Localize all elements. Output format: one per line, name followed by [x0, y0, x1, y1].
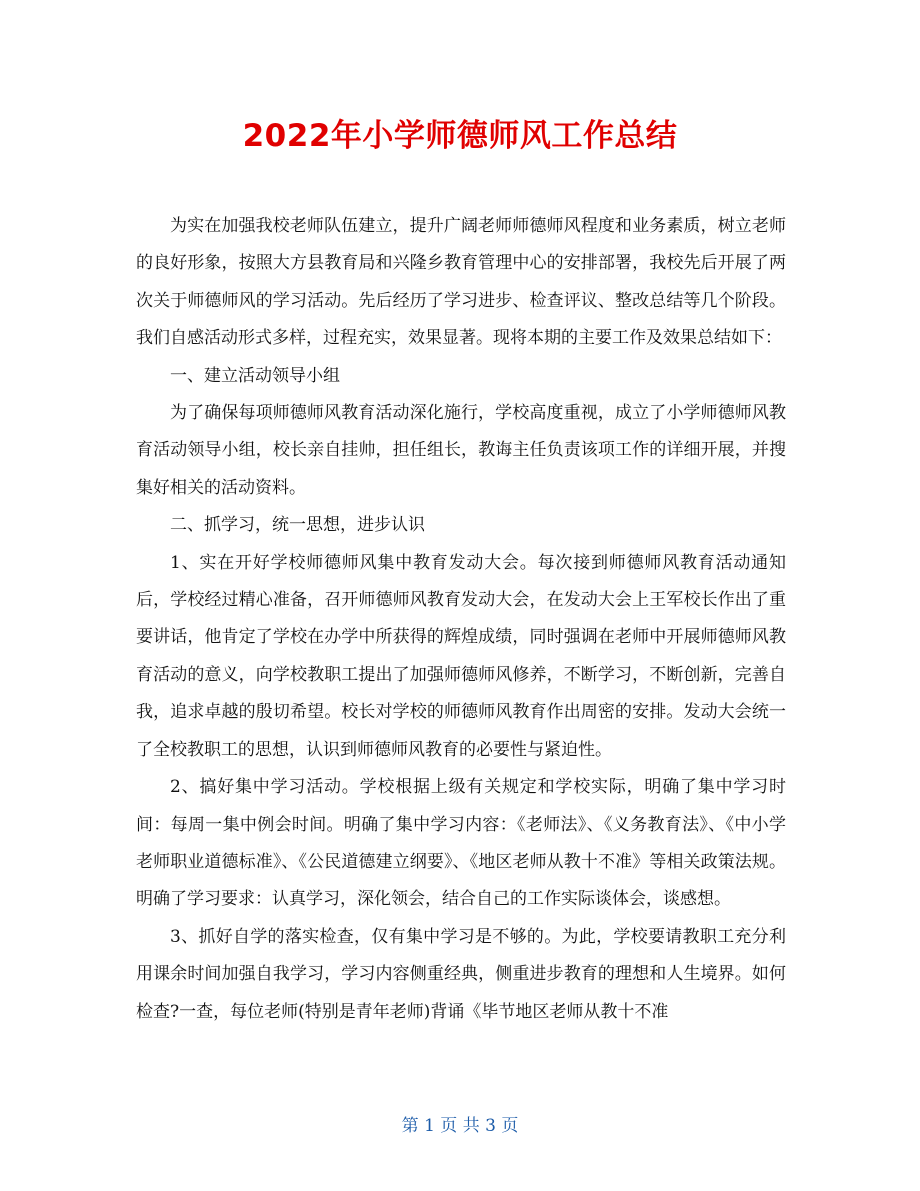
paragraph-intro: 为实在加强我校老师队伍建立，提升广阔老师师德师风程度和业务素质，树立老师的良好形象，按照大方县教育局和兴隆乡教育管理中心的安排部署，我校先后开展了两次关于师德师风的学习活动。先后经历了学习进步、检查评议、整改总结等几个阶段。我们自感活动形式多样，过程充实，效果显著。现将本期的主要工作及效果总结如下： — [136, 216, 786, 349]
paragraph-item-1: 1、实在开好学校师德师风集中教育发动大会。每次接到师德师风教育活动通知后，学校经过精心准备，召开师德师风教育发动大会，在发动大会上王军校长作出了重要讲话，他肯定了学校在办学中所获得的辉煌成绩，同时强调在老师中开展师德师风教育活动的意义，向学校教职工提出了加强师德师风修养，不断学习，不断创新，完善自我，追求卓越的殷切希望。校长对学校的师德师风教育作出周密的安排。发动大会统一了全校教职工的思想，认识到师德师风教育的必要性与紧迫性。 — [136, 552, 786, 760]
section-heading-1: 一、建立活动领导小组 — [170, 365, 340, 386]
document-title: 2022年小学师德师风工作总结 — [242, 118, 678, 154]
paragraph-item-3: 3、抓好自学的落实检查，仅有集中学习是不够的。为此，学校要请教职工充分利用课余时间加强自我学习，学习内容侧重经典，侧重进步教育的理想和人生境界。如何检查?一查，每位老师(特别是青年老师)背诵《毕节地区老师从教十不准 — [136, 926, 786, 1022]
page-number-footer: 第 1 页 共 3 页 — [401, 1116, 519, 1136]
document-body — [136, 208, 786, 1031]
section-heading-2: 二、抓学习，统一思想，进步认识 — [170, 515, 425, 536]
paragraph-item-2: 2、搞好集中学习活动。学校根据上级有关规定和学校实际，明确了集中学习时间：每周一集中例会时间。明确了集中学习内容：《老师法》、《义务教育法》、《中小学老师职业道德标准》、《公民道德建立纲要》、《地区老师从教十不准》等相关政策法规。明确了学习要求：认真学习，深化领会，结合自己的工作实际谈体会，谈感想。 — [136, 777, 786, 910]
paragraph-section-1: 为了确保每项师德师风教育活动深化施行，学校高度重视，成立了小学师德师风教育活动领导小组，校长亲自挂帅，担任组长，教诲主任负责该项工作的详细开展，并搜集好相关的活动资料。 — [136, 403, 786, 498]
